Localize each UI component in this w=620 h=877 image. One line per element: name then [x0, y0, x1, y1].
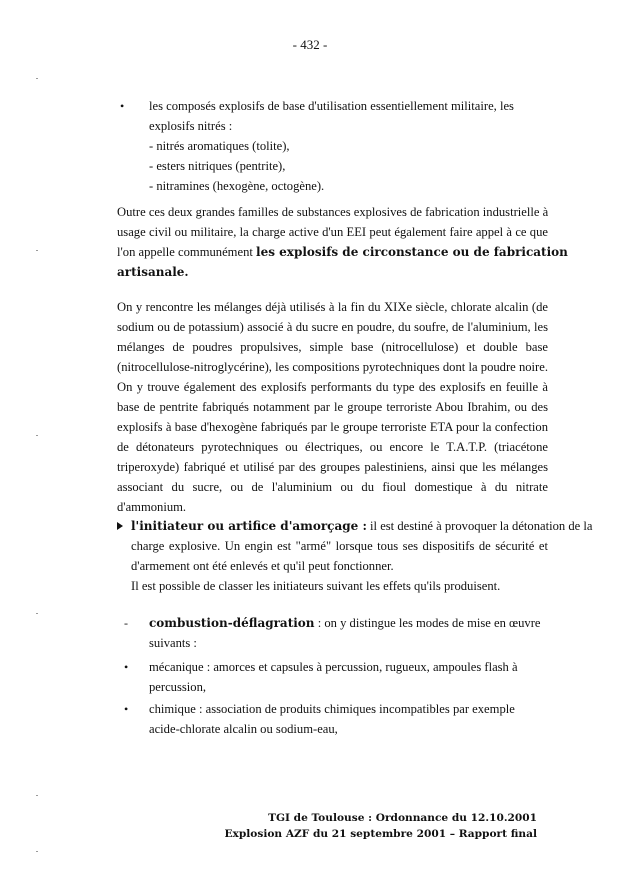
- military-explosives-list: [149, 96, 549, 196]
- initiator-text: il est destiné à provoquer la détonation de la: [370, 519, 593, 533]
- margin-mark: [36, 250, 38, 251]
- mecanique-line: percussion,: [149, 680, 207, 694]
- bullet-icon: •: [120, 99, 125, 113]
- paragraph-line: mélanges de poudres propulsives, simple base (nitrocellulose) et double base: [117, 340, 548, 354]
- footer-line: TGI de Toulouse : Ordonnance du 12.10.2001: [268, 812, 537, 824]
- paragraph-line: d'ammonium.: [117, 500, 187, 514]
- bold-term: combustion-déflagration: [149, 616, 315, 630]
- page-footer: [224, 810, 537, 842]
- paragraph-mixtures: [117, 297, 548, 517]
- paragraph-line: usage civil ou militaire, la charge active d'un EEI peut également faire appel à ce que: [117, 225, 548, 239]
- list-intro-cont: explosifs nitrés :: [149, 119, 233, 133]
- paragraph-line: triperoxyde) fabriqué et utilisé par des groupes palestiniens, ainsi que les mélanges: [117, 460, 548, 474]
- combustion-line: suivants :: [149, 636, 197, 650]
- bold-term-cont: artisanale.: [117, 265, 189, 279]
- combustion-text: : on y distingue les modes de mise en œuvre: [317, 616, 541, 630]
- list-item: - esters nitriques (pentrite),: [149, 159, 286, 173]
- paragraph-line: On y rencontre les mélanges déjà utilisés à la fin du XIXe siècle, chlorate alcalin (de: [117, 300, 548, 314]
- margin-mark: [36, 435, 38, 436]
- list-item: - nitramines (hexogène, octogène).: [149, 179, 325, 193]
- mecanique-line: mécanique : amorces et capsules à percussion, rugueux, ampoules flash à: [149, 660, 518, 674]
- mecanique-item: [149, 657, 549, 697]
- paragraph-line: (nitrocellulose-nitroglycérine), les compositions pyrotechniques dont la poudre noire.: [117, 360, 548, 374]
- initiator-line: d'armement ont été enlevés et qu'il peut fonctionner.: [131, 559, 394, 573]
- initiator-line: charge explosive. Un engin est "armé" lorsque tous ses dispositifs de sécurité et: [131, 539, 548, 553]
- margin-mark: [36, 78, 38, 79]
- margin-mark: [36, 795, 38, 796]
- footer-line: Explosion AZF du 21 septembre 2001 – Rapport final: [224, 828, 537, 840]
- list-intro: les composés explosifs de base d'utilisation essentiellement militaire, les: [149, 99, 514, 113]
- paragraph-line: base de pentrite fabriqués notamment par le groupe terroriste Abou Ibrahim, ou des: [117, 400, 548, 414]
- chimique-line: acide-chlorate alcalin ou sodium-eau,: [149, 722, 338, 736]
- paragraph-line: associant du sucre, ou de l'aluminium ou du fioul domestique à du nitrate: [117, 480, 548, 494]
- bold-term: l'initiateur ou artifice d'amorçage :: [131, 519, 367, 533]
- list-item: - nitrés aromatiques (tolite),: [149, 139, 290, 153]
- initiator-section: [131, 516, 593, 596]
- paragraph-line: sodium ou de potassium) associé à du sucre en poudre, du soufre, de l'aluminium, les: [117, 320, 548, 334]
- paragraph-line: Outre ces deux grandes familles de substances explosives de fabrication industrielle à: [117, 205, 549, 219]
- initiator-line: [131, 516, 593, 536]
- dash-marker: -: [124, 616, 128, 630]
- paragraph-line: explosifs à base d'hexogène fabriqués par le groupe terroriste ETA pour la confection: [117, 420, 548, 434]
- bold-term: les explosifs de circonstance ou de fabrication: [256, 245, 568, 259]
- paragraph-line: On y trouve également des explosifs performants du type des explosifs en feuille à: [117, 380, 548, 394]
- combustion-line: [149, 613, 549, 633]
- combustion-item: [149, 613, 549, 653]
- paragraph-circumstance: [117, 202, 568, 282]
- chimique-line: chimique : association de produits chimiques incompatibles par exemple: [149, 702, 515, 716]
- margin-mark: [36, 851, 38, 852]
- margin-mark: [36, 613, 38, 614]
- page-number: - 432 -: [292, 37, 328, 52]
- chimique-item: [149, 699, 549, 739]
- paragraph-line: de détonateurs pyrotechniques ou électriques, ou encore le T.A.T.P. (triacétone: [117, 440, 548, 454]
- bullet-icon: •: [124, 702, 129, 716]
- bullet-icon: •: [124, 660, 129, 674]
- paragraph-line: [117, 242, 568, 262]
- triangle-bullet-icon: [117, 522, 123, 530]
- initiator-line: Il est possible de classer les initiateurs suivant les effets qu'ils produisent.: [131, 579, 501, 593]
- paragraph-text: l'on appelle communément: [117, 245, 253, 259]
